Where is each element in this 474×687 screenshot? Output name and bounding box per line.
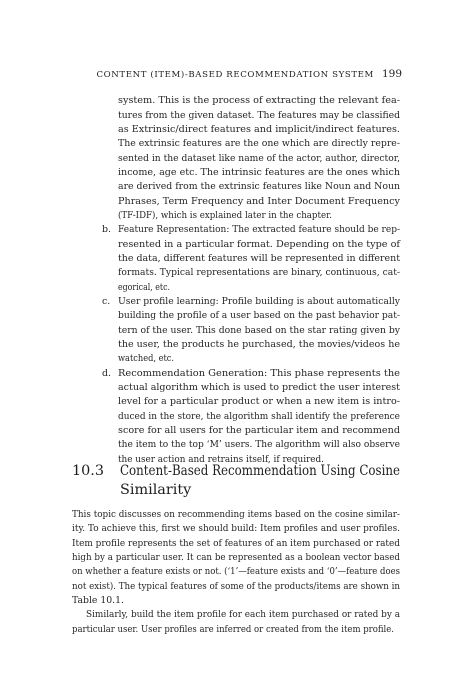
text-line: The extrinsic features are the one which are directly repre- [118,138,400,149]
text-line: This topic discusses on recommending items based on the cosine similar- [72,509,400,520]
text-line: tures from the given dataset. The features may be classified [118,110,400,121]
section-title-continued: Similarity [120,482,192,498]
text-line: building the profile of a user based on the past behavior pat- [118,310,400,321]
text-line: Similarly, build the item profile for each item purchased or rated by a [86,609,400,620]
text-line: score for all users for the particular item and recommend [118,425,400,436]
text-line: Item profile represents the set of features of an item purchased or rated [72,538,400,549]
section-heading [72,461,460,481]
text-line: actual algorithm which is used to predict the user interest [118,382,400,393]
text-line: the user, the products he purchased, the movies/videos he [118,339,400,350]
text-line: level for a particular product or when a new item is intro- [118,396,400,407]
text-line: (TF-IDF), which is explained later in the chapter. [118,210,332,221]
text-line: Table 10.1. [72,595,124,606]
text-line: ity. To achieve this, first we should build: Item profiles and user profiles. [72,523,400,534]
text-line: sented in the dataset like name of the actor, author, director, [118,153,400,164]
running-head [96,68,402,80]
text-line: high by a particular user. It can be represented as a boolean vector based [72,552,400,563]
section-title: Content-Based Recommendation Using Cosine [120,463,400,479]
text-line: Recommendation Generation: This phase represents the [118,368,400,379]
text-line: egorical, etc. [118,282,170,293]
section-number: 10.3 [72,463,105,479]
text-line: as Extrinsic/direct features and implicit/indirect features. [118,124,400,135]
text-line: User profile learning: Profile building is about automatically [118,296,400,307]
running-title: CONTENT (ITEM)-BASED RECOMMENDATION SYSTEM [96,70,374,80]
text-line: the user action and retrains itself, if required. [118,454,324,465]
text-line: are derived from the extrinsic features like Noun and Noun [118,181,400,192]
text-line: income, age etc. The intrinsic features are the ones which [118,167,401,178]
text-line: duced in the store, the algorithm shall identify the preference [118,411,400,422]
text-line: system. This is the process of extracting the relevant fea- [118,95,400,106]
text-line: resented in a particular format. Depending on the type of [118,239,400,250]
text-line: the data, different features will be represented in different [118,253,400,264]
text-line: watched, etc. [118,353,174,364]
text-line: formats. Typical representations are binary, continuous, cat- [118,267,400,278]
list-marker: d. [102,368,111,379]
text-line: on whether a feature exists or not. (‘1’—feature exists and ‘0’—feature does [72,566,400,577]
text-line: Phrases, Term Frequency and Inter Document Frequency [118,196,400,207]
text-line: not exist). The typical features of some of the products/items are shown in [72,581,400,592]
text-line: Feature Representation: The extracted feature should be rep- [118,224,400,235]
text-line: particular user. User profiles are inferred or created from the item profile. [72,624,394,635]
text-line: tern of the user. This done based on the star rating given by [118,325,400,336]
text-line: the item to the top ‘M’ users. The algorithm will also observe [118,439,400,450]
list-marker: c. [102,296,111,307]
page-number: 199 [381,68,402,80]
list-marker: b. [102,224,111,235]
